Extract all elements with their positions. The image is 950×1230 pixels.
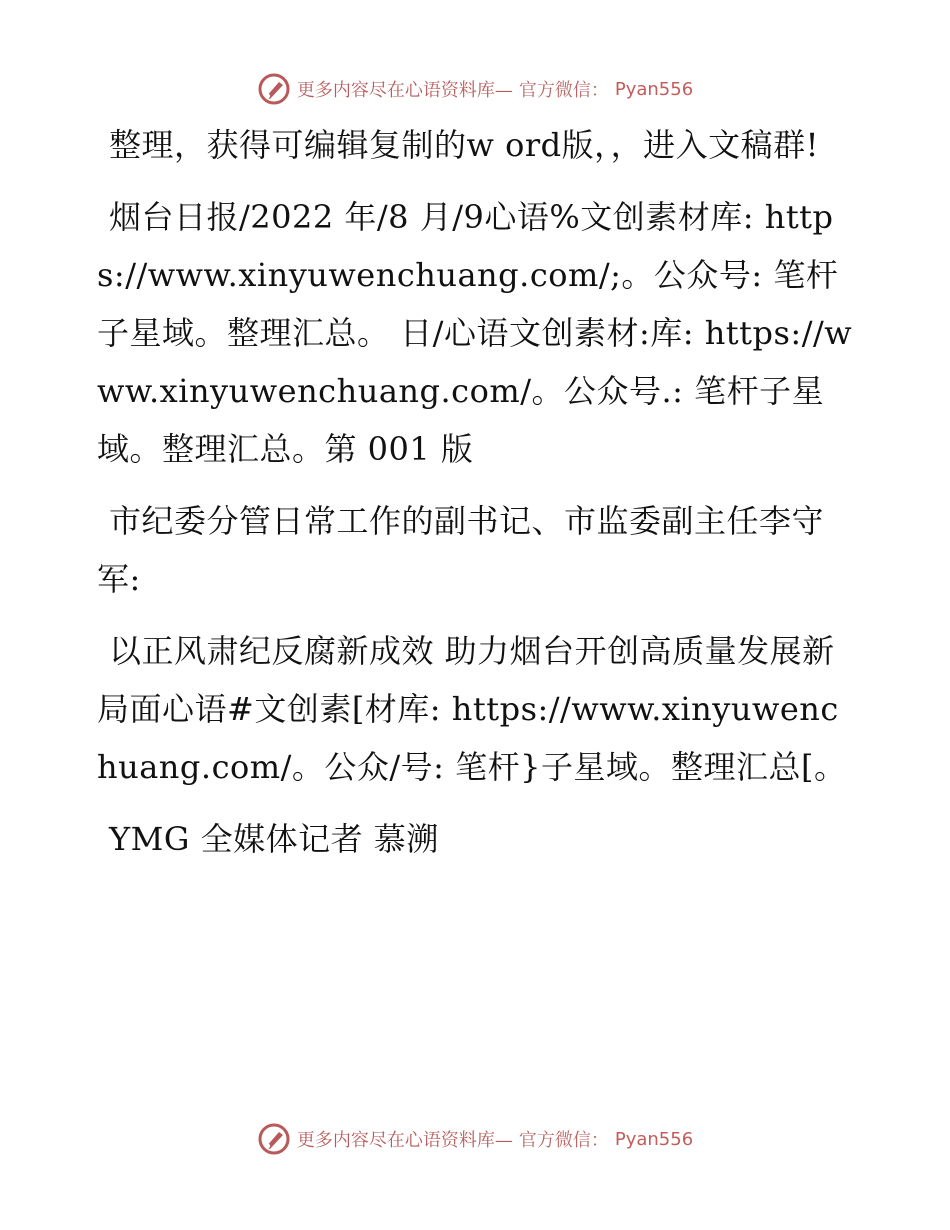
- banner-text: 更多内容尽在心语资料库—: [296, 1130, 513, 1151]
- pen-logo-icon: [257, 1122, 291, 1156]
- paragraph-source: 烟台日报/2022 年/8 月/9心语%文创素材库: https://www.xinyuwenchuang.com/;。公众号: 笔杆子星域。整理汇总。 日/心语文创素材:库: https://www.xinyuwenchuang.com/。公众号.: 笔杆子星域。整理汇总。第 001 版: [97, 198, 853, 468]
- paragraph-speaker: 市纪委分管日常工作的副书记、市监委副主任李守军:: [97, 502, 825, 598]
- wechat-label: 官方微信：: [518, 1130, 609, 1151]
- footer-banner: [0, 1122, 950, 1156]
- wechat-label: 官方微信：: [518, 80, 609, 101]
- banner-text: 更多内容尽在心语资料库—: [296, 80, 513, 101]
- wechat-id: Pyan556: [614, 78, 694, 100]
- header-banner: [0, 72, 950, 106]
- pen-logo-icon: [257, 72, 291, 106]
- paragraph-intro: 整理，获得可编辑复制的w ord版，，进入文稿群!: [109, 126, 819, 164]
- document-body: [97, 116, 857, 882]
- paragraph-headline: 以正风肃纪反腐新成效 助力烟台开创高质量发展新局面心语#文创素[材库: https://www.xinyuwenchuang.com/。公众/号: 笔杆}子星域。整理汇总[。: [97, 632, 847, 786]
- paragraph-byline: YMG 全媒体记者 慕溯: [109, 820, 439, 858]
- wechat-id: Pyan556: [614, 1128, 694, 1150]
